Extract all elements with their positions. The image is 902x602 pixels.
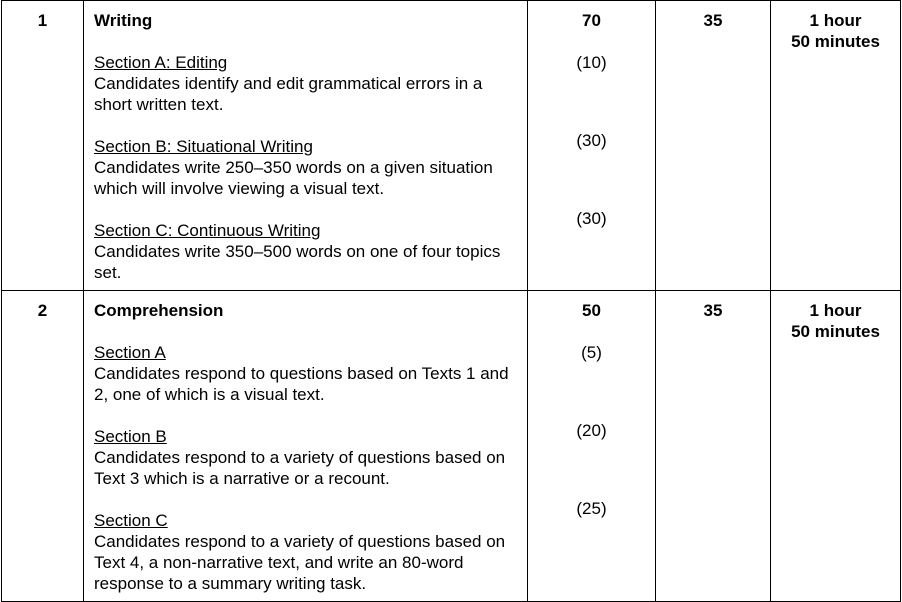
table-row bbox=[2, 291, 901, 602]
marks-column bbox=[528, 291, 656, 602]
duration bbox=[771, 1, 901, 291]
duration-line-2: 50 minutes bbox=[791, 322, 880, 341]
section-block bbox=[94, 220, 517, 283]
section-marks: (25) bbox=[576, 499, 607, 518]
weighting bbox=[656, 291, 771, 602]
section-description: Candidates respond to questions based on Texts 1 and 2, one of which is a visual text. bbox=[94, 364, 509, 404]
paper-title: Writing bbox=[94, 11, 153, 30]
weighting bbox=[656, 1, 771, 291]
paper-components bbox=[84, 291, 528, 602]
section-block bbox=[94, 52, 517, 115]
paper-number: 1 bbox=[2, 1, 84, 291]
section-heading: Section C bbox=[94, 511, 168, 530]
section-description: Candidates write 250–350 words on a given situation which will involve viewing a visual text. bbox=[94, 158, 493, 198]
section-marks: (5) bbox=[581, 343, 602, 362]
section-marks: (30) bbox=[576, 209, 607, 228]
section-heading: Section C: Continuous Writing bbox=[94, 221, 321, 240]
section-block bbox=[94, 426, 517, 489]
paper-components bbox=[84, 1, 528, 291]
duration-line-1: 1 hour bbox=[809, 301, 862, 320]
section-block bbox=[94, 136, 517, 199]
assessment-scheme-table bbox=[1, 0, 901, 602]
section-block bbox=[94, 510, 517, 594]
paper-title: Comprehension bbox=[94, 301, 224, 320]
table-row bbox=[2, 1, 901, 291]
section-marks: (20) bbox=[576, 421, 607, 440]
section-marks: (30) bbox=[576, 131, 607, 150]
section-description: Candidates identify and edit grammatical errors in a short written text. bbox=[94, 74, 483, 114]
section-description: Candidates write 350–500 words on one of four topics set. bbox=[94, 242, 501, 282]
paper-number: 2 bbox=[2, 291, 84, 602]
duration bbox=[771, 291, 901, 602]
weighting-value: 35 bbox=[703, 11, 723, 30]
section-description: Candidates respond to a variety of questions based on Text 4, a non-narrative text, and write an 80-word response to a summary writing task. bbox=[94, 532, 506, 593]
total-marks: 70 bbox=[582, 11, 601, 30]
section-heading: Section B bbox=[94, 427, 167, 446]
section-heading: Section A bbox=[94, 343, 166, 362]
section-heading: Section A: Editing bbox=[94, 53, 228, 72]
total-marks: 50 bbox=[582, 301, 601, 320]
duration-line-2: 50 minutes bbox=[791, 32, 880, 51]
marks-column bbox=[528, 1, 656, 291]
duration-line-1: 1 hour bbox=[809, 11, 862, 30]
section-marks: (10) bbox=[576, 53, 607, 72]
section-description: Candidates respond to a variety of questions based on Text 3 which is a narrative or a recount. bbox=[94, 448, 506, 488]
section-heading: Section B: Situational Writing bbox=[94, 137, 313, 156]
section-block bbox=[94, 342, 517, 405]
weighting-value: 35 bbox=[703, 301, 723, 320]
